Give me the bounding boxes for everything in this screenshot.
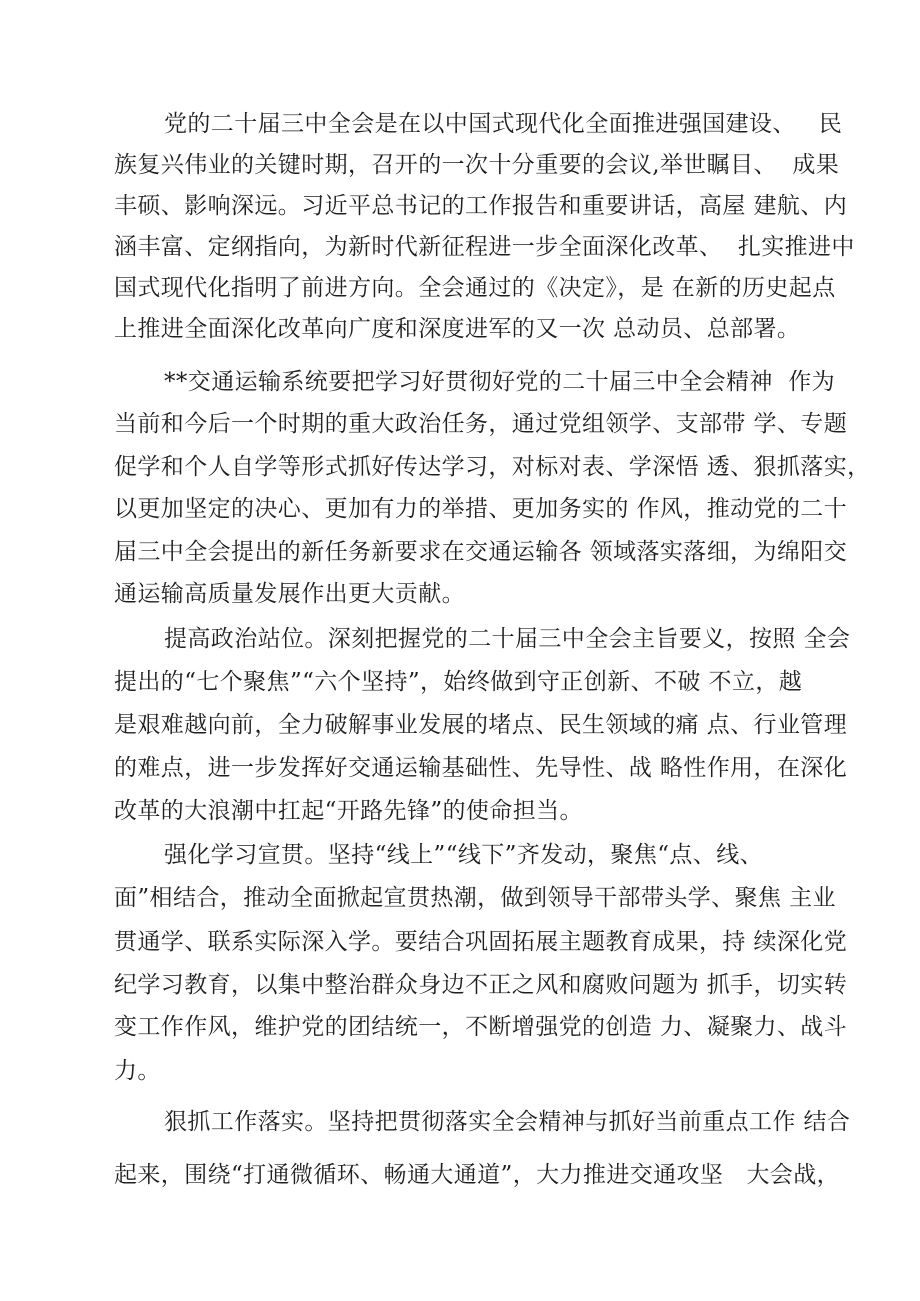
paragraph-1-line-5: 国式现代化指明了前进方向。全会通过的《决定》，是 在新的历史起点 [114,275,836,301]
paragraph-2-line-6: 通运输高质量发展作出更大贡献。 [114,581,465,607]
paragraph-2-line-2: 当前和今后一个时期的重大政治任务，通过党组领学、支部带 学、专题 [114,411,848,437]
paragraph-1-line-6: 上推进全面深化改革向广度和深度进军的又一次 总动员、总部署。 [114,316,801,342]
paragraph-4-line-6: 力。 [114,1058,161,1084]
paragraph-4-line-5: 变工作作风，维护党的团结统一，不断增强党的创造 力、凝聚力、战斗 [114,1014,848,1040]
paragraph-4-line-2: 面”相结合，推动全面掀起宣贯热潮，做到领导干部带头学、聚焦 主业 [114,885,836,911]
paragraph-1-line-1: 党的二十届三中全会是在以中国式现代化全面推进强国建设、 民 [164,111,843,137]
paragraph-5-line-1: 狠抓工作落实。坚持把贯彻落实全会精神与抓好当前重点工作 结合 [164,1109,851,1135]
paragraph-1-line-2: 族复兴伟业的关键时期，召开的一次十分重要的会议,举世瞩目、 成果 [114,152,840,178]
paragraph-2-line-4: 以更加坚定的决心、更加有力的举措、更加务实的 作风，推动党的二十 [114,496,848,522]
paragraph-1-line-3: 丰硕、影响深远。习近平总书记的工作报告和重要讲话，高屋 建航、内 [114,193,848,219]
paragraph-1-line-4: 涵丰富、定纲指向，为新时代新征程进一步全面深化改革、 扎实推进中 [114,234,855,260]
paragraph-5-line-2: 起来，围绕“打通微循环、畅通大通道”，大力推进交通攻坚 大会战， [114,1162,841,1188]
paragraph-2-line-5: 届三中全会提出的新任务新要求在交通运输各 领域落实落细，为绵阳交 [114,539,848,565]
paragraph-2-line-3: 促学和个人自学等形式抓好传达学习，对标对表、学深悟 透、狠抓落实， [114,454,871,480]
paragraph-4-line-1: 强化学习宣贯。坚持“线上”“线下”齐发动，聚焦“点、线、 [164,842,763,868]
paragraph-3-line-2: 提出的“七个聚焦”“六个坚持”，始终做到守正创新、不破 不立，越 [114,669,803,695]
paragraph-4-line-4: 纪学习教育，以集中整治群众身边不正之风和腐败问题为 抓手，切实转 [114,972,848,998]
paragraph-3-line-3: 是艰难越向前，全力破解事业发展的堵点、民生领域的痛 点、行业管理 [114,712,848,738]
paragraph-3-line-4: 的难点，进一步发挥好交通运输基础性、先导性、战 略性作用，在深化 [114,755,848,781]
paragraph-3-line-5: 改革的大浪潮中扛起“开路先锋”的使命担当。 [114,798,583,824]
paragraph-2-line-1: **交通运输系统要把学习好贯彻好党的二十届三中全会精神 作为 [164,369,836,395]
paragraph-4-line-3: 贯通学、联系实际深入学。要结合巩固拓展主题教育成果，持 续深化党 [114,929,848,955]
paragraph-3-line-1: 提高政治站位。深刻把握党的二十届三中全会主旨要义，按照 全会 [164,626,851,652]
